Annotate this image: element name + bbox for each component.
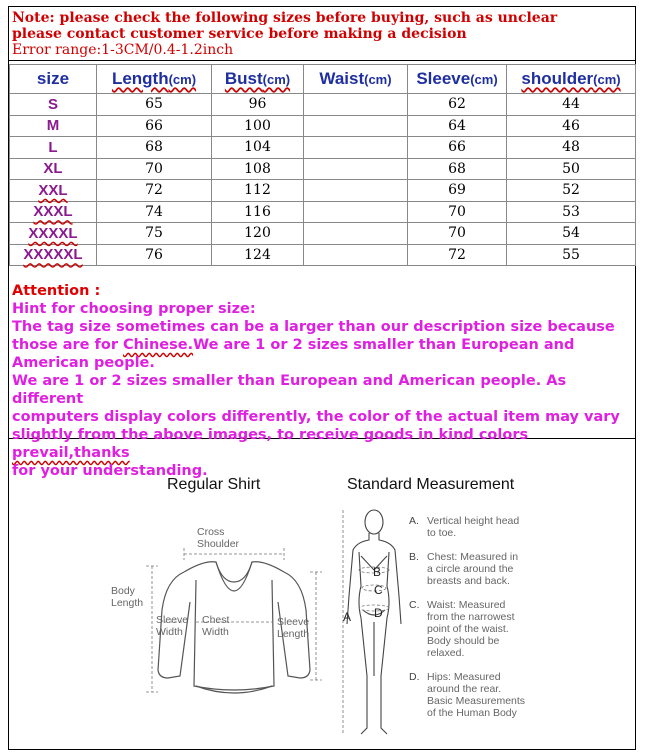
size-cell: XXL	[10, 180, 97, 202]
point-a-label: A	[343, 610, 352, 624]
bust-cell: 104	[212, 137, 304, 159]
waist-cell	[304, 244, 408, 266]
table-row	[10, 180, 636, 202]
size-chart-sheet	[8, 6, 636, 750]
hint-line: computers display colors differently, the color of the actual item may vary	[12, 409, 620, 425]
length-cell: 70	[97, 158, 212, 180]
point-b-label: B	[373, 565, 382, 579]
sleeve-length-label: Sleeve Length	[277, 616, 310, 640]
size-note	[9, 7, 635, 61]
sleeve-cell: 70	[408, 201, 507, 223]
length-cell: 74	[97, 201, 212, 223]
size-cell: XXXXL	[10, 223, 97, 245]
length-cell: 66	[97, 115, 212, 137]
length-cell: 76	[97, 244, 212, 266]
measurement-figure: Regular Shirt Standard Measurement Cross Shoulder Body Length Sleeve Width Chest Width Sleeve Length B C A D A. Vertical height head to toe. B. Chest: Measured in a circle around the breasts and back. C. Waist: Measured from the narrowest point of the waist. Body should be relaxed. D. Hips: Measured around the rear. Basic Measurements of the Human Body	[9, 440, 635, 749]
shoulder-cell: 52	[507, 180, 636, 202]
measurement-title: Standard Measurement	[347, 476, 515, 493]
point-d-label: D	[374, 606, 383, 620]
length-cell: 68	[97, 137, 212, 159]
hint-line: slightly from the above images, to receive goods in kind colors prevail,thanks	[12, 427, 529, 461]
size-cell: XXXL	[10, 201, 97, 223]
length-cell: 75	[97, 223, 212, 245]
bust-cell: 120	[212, 223, 304, 245]
bust-cell: 112	[212, 180, 304, 202]
bust-cell: 100	[212, 115, 304, 137]
note-error-range: Error range:1-3CM/0.4-1.2inch	[12, 42, 234, 58]
note-line-1: Note: please check the following sizes before buying, such as unclear	[12, 10, 558, 26]
col-header-sleeve: Sleeve(cm)	[408, 65, 507, 94]
sleeve-cell: 68	[408, 158, 507, 180]
sleeve-cell: 70	[408, 223, 507, 245]
sleeve-width-label: Sleeve Width	[156, 614, 189, 638]
table-row	[10, 94, 636, 116]
hint-line: We are 1 or 2 sizes smaller than European and American people. As different	[12, 373, 567, 407]
col-header-shoulder: shoulder(cm)	[507, 65, 636, 94]
table-row	[10, 137, 636, 159]
size-cell: XXXXXL	[10, 244, 97, 266]
bust-cell: 124	[212, 244, 304, 266]
shoulder-cell: 55	[507, 244, 636, 266]
sleeve-cell: 66	[408, 137, 507, 159]
cross-shoulder-label: Cross Shoulder	[197, 526, 240, 550]
waist-cell	[304, 223, 408, 245]
hint-heading: Hint for choosing proper size:	[12, 301, 256, 317]
table-row	[10, 158, 636, 180]
col-header-bust: Bust(cm)	[212, 65, 304, 94]
waist-cell	[304, 137, 408, 159]
hint-line: American people.	[12, 355, 155, 371]
table-row	[10, 244, 636, 266]
shoulder-cell: 53	[507, 201, 636, 223]
attention-heading: Attention :	[12, 283, 101, 299]
shirt-title: Regular Shirt	[167, 476, 261, 493]
hint-line: those are for Chinese.We are 1 or 2 sizes smaller than European and	[12, 337, 575, 353]
point-c-label: C	[374, 583, 383, 597]
size-cell: L	[10, 137, 97, 159]
table-row	[10, 201, 636, 223]
col-header-waist: Waist(cm)	[304, 65, 408, 94]
hint-line: The tag size sometimes can be a larger than our description size because	[12, 319, 615, 335]
size-table-header	[10, 65, 636, 94]
size-cell: M	[10, 115, 97, 137]
waist-cell	[304, 180, 408, 202]
waist-cell	[304, 94, 408, 116]
attention-section	[9, 279, 635, 479]
size-table	[9, 64, 636, 266]
body-length-label: Body Length	[111, 585, 144, 609]
waist-cell	[304, 201, 408, 223]
sleeve-cell: 72	[408, 244, 507, 266]
waist-cell	[304, 115, 408, 137]
sleeve-cell: 69	[408, 180, 507, 202]
chest-width-label: Chest Width	[202, 614, 230, 638]
note-line-2: please contact customer service before making a decision	[12, 26, 467, 42]
shoulder-cell: 46	[507, 115, 636, 137]
length-cell: 65	[97, 94, 212, 116]
shoulder-cell: 44	[507, 94, 636, 116]
length-cell: 72	[97, 180, 212, 202]
bust-cell: 96	[212, 94, 304, 116]
table-row	[10, 115, 636, 137]
col-header-size: size	[10, 65, 97, 94]
sleeve-cell: 64	[408, 115, 507, 137]
waist-cell	[304, 158, 408, 180]
sleeve-cell: 62	[408, 94, 507, 116]
shoulder-cell: 50	[507, 158, 636, 180]
hint-line: for your understanding.	[12, 463, 208, 479]
bust-cell: 116	[212, 201, 304, 223]
size-cell: XL	[10, 158, 97, 180]
shoulder-cell: 54	[507, 223, 636, 245]
bust-cell: 108	[212, 158, 304, 180]
col-header-length: Length(cm)	[97, 65, 212, 94]
shoulder-cell: 48	[507, 137, 636, 159]
size-cell: S	[10, 94, 97, 116]
table-row	[10, 223, 636, 245]
